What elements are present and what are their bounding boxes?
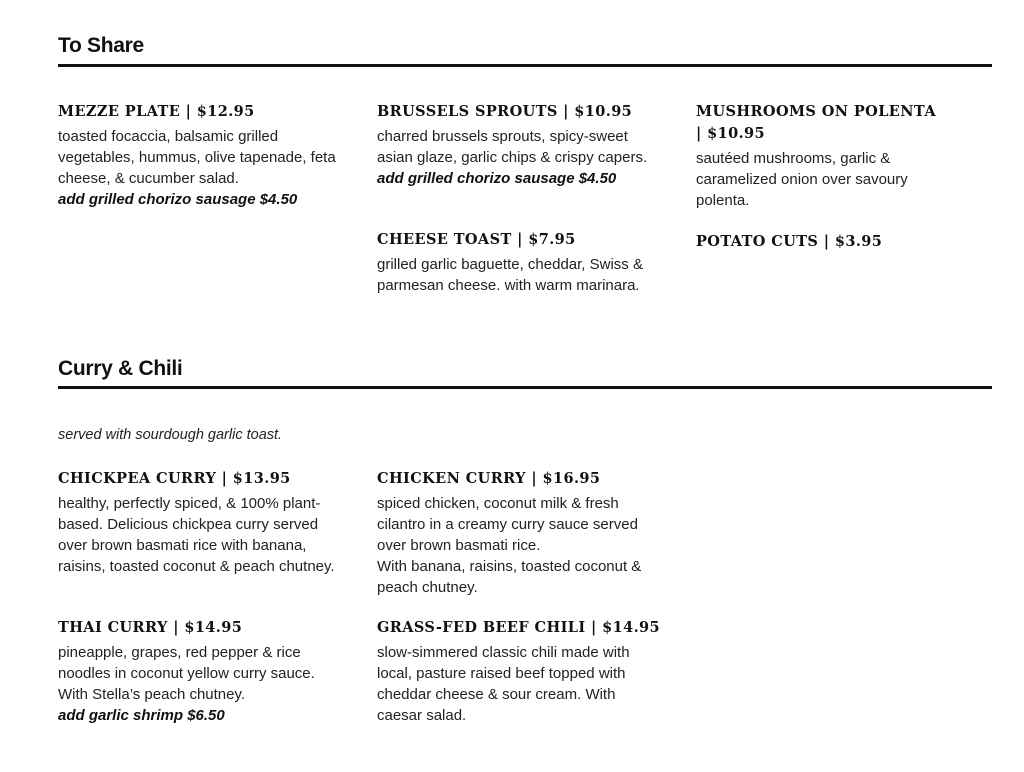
menu-item-potato-cuts: [696, 231, 981, 256]
menu-item-description-extra: With banana, raisins, toasted coconut & peach chutney.: [377, 558, 642, 596]
menu-item-name: MEZZE PLATE | $12.95: [58, 103, 255, 120]
menu-item-description: slow-simmered classic chili made with local, pasture raised beef topped with cheddar cheese & sour cream. With caesar salad.: [377, 644, 630, 724]
menu-item-chicken-curry: [377, 468, 662, 598]
menu-item-name: THAI CURRY | $14.95: [58, 619, 243, 636]
section-note: served with sourdough garlic toast.: [58, 427, 283, 443]
menu-item-name: GRASS-FED BEEF CHILI | $14.95: [377, 619, 660, 636]
menu-item-addon: add grilled chorizo sausage $4.50: [377, 170, 617, 187]
menu-item-name: MUSHROOMS ON POLENTA | $10.95: [696, 103, 936, 142]
menu-item-description: toasted focaccia, balsamic grilled vegetables, hummus, olive tapenade, feta cheese, & cucumber salad.: [58, 128, 336, 187]
menu-item-mushrooms-on-polenta: [696, 101, 946, 211]
menu-item-brussels-sprouts: [377, 101, 662, 189]
menu-item-thai-curry: [58, 617, 343, 726]
menu-item-addon: add grilled chorizo sausage $4.50: [58, 191, 298, 208]
menu-item-name: CHEESE TOAST | $7.95: [377, 231, 576, 248]
menu-item-description: grilled garlic baguette, cheddar, Swiss & parmesan cheese. with warm marinara.: [377, 256, 643, 294]
menu-item-chickpea-curry: [58, 468, 343, 577]
menu-item-description: sautéed mushrooms, garlic & caramelized onion over savoury polenta.: [696, 150, 908, 209]
menu-item-description: charred brussels sprouts, spicy-sweet asian glaze, garlic chips & crispy capers.: [377, 128, 648, 166]
menu-item-name: CHICKPEA CURRY | $13.95: [58, 470, 291, 487]
menu-item-name: POTATO CUTS | $3.95: [696, 233, 883, 250]
menu-item-description: spiced chicken, coconut milk & fresh cilantro in a creamy curry sauce served over brown basmati rice.: [377, 495, 638, 554]
menu-item-name: BRUSSELS SPROUTS | $10.95: [377, 103, 633, 120]
menu-item-description: pineapple, grapes, red pepper & rice noodles in coconut yellow curry sauce. With Stella’s peach chutney.: [58, 644, 315, 703]
section-divider: [58, 386, 992, 389]
section-title-curry-chili: Curry & Chili: [58, 357, 183, 380]
menu-item-mezze-plate: [58, 101, 343, 210]
section-title-to-share: To Share: [58, 34, 144, 57]
menu-item-addon: add garlic shrimp $6.50: [58, 707, 225, 724]
menu-item-description: healthy, perfectly spiced, & 100% plant-based. Delicious chickpea curry served over brown basmati rice with banana, raisins, toasted coconut & peach chutney.: [58, 495, 335, 575]
menu-item-grass-fed-beef-chili: [377, 617, 662, 726]
section-divider: [58, 64, 992, 67]
menu-item-cheese-toast: [377, 229, 662, 296]
menu-item-name: CHICKEN CURRY | $16.95: [377, 470, 601, 487]
